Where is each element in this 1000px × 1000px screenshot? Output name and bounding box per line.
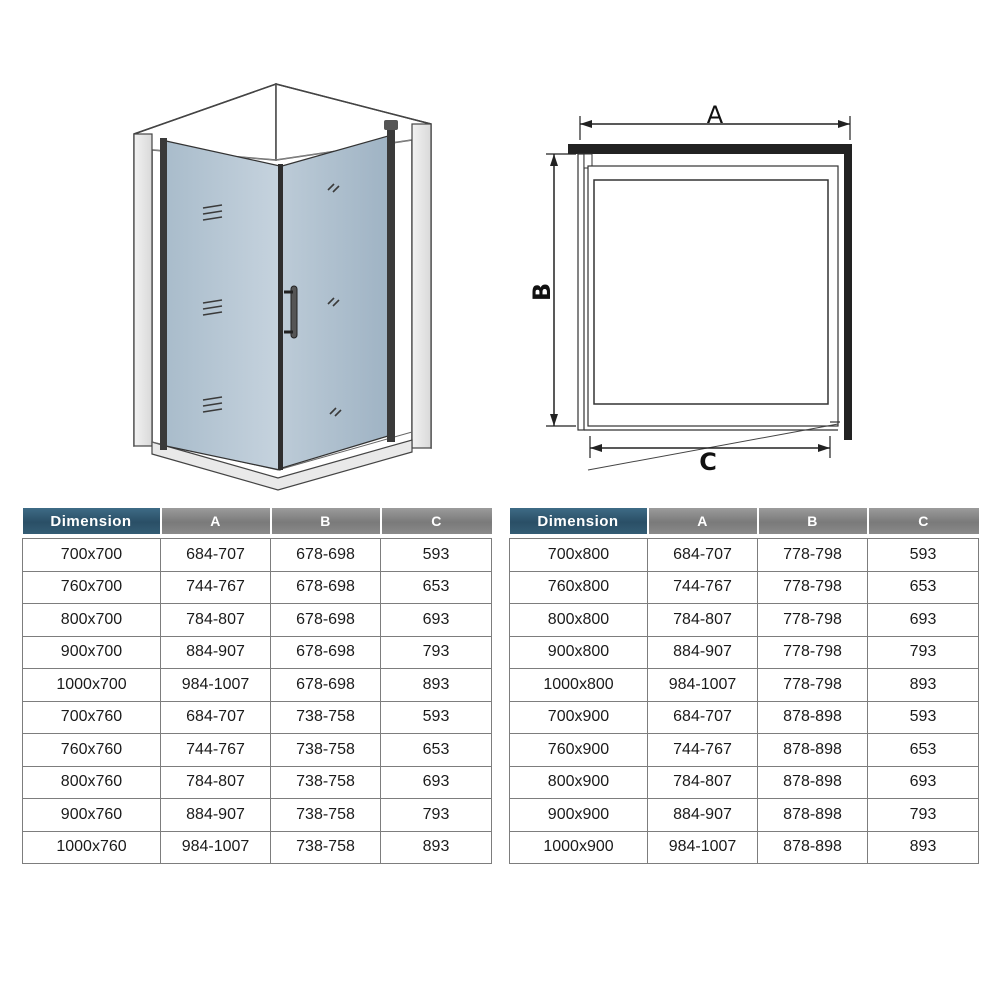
cell-dimension: 1000x900 bbox=[510, 831, 648, 864]
pivot-door-glass bbox=[282, 136, 388, 468]
header-c: C bbox=[381, 508, 492, 534]
cell-b: 778-798 bbox=[758, 604, 868, 637]
cell-a: 684-707 bbox=[161, 539, 271, 572]
cell-dimension: 1000x800 bbox=[510, 669, 648, 702]
cell-b: 778-798 bbox=[758, 669, 868, 702]
cell-c: 693 bbox=[868, 766, 979, 799]
table-row bbox=[23, 636, 492, 669]
cell-dimension: 800x900 bbox=[510, 766, 648, 799]
cell-a: 744-767 bbox=[161, 734, 271, 767]
cell-c: 693 bbox=[381, 604, 492, 637]
cell-a: 884-907 bbox=[161, 799, 271, 832]
cell-dimension: 760x760 bbox=[23, 734, 161, 767]
table-row bbox=[23, 831, 492, 864]
cell-a: 684-707 bbox=[648, 701, 758, 734]
cell-a: 744-767 bbox=[648, 571, 758, 604]
cell-a: 984-1007 bbox=[648, 831, 758, 864]
cell-c: 793 bbox=[381, 636, 492, 669]
cell-b: 738-758 bbox=[271, 766, 381, 799]
table-row bbox=[23, 669, 492, 702]
cell-a: 744-767 bbox=[648, 734, 758, 767]
cell-dimension: 900x760 bbox=[23, 799, 161, 832]
table-row bbox=[510, 571, 979, 604]
cell-c: 593 bbox=[381, 701, 492, 734]
table-row bbox=[510, 539, 979, 572]
table-row bbox=[23, 701, 492, 734]
plan-side-wall bbox=[844, 144, 852, 440]
cell-a: 984-1007 bbox=[161, 669, 271, 702]
cell-c: 593 bbox=[868, 701, 979, 734]
cell-dimension: 800x800 bbox=[510, 604, 648, 637]
cell-c: 653 bbox=[381, 571, 492, 604]
cell-b: 678-698 bbox=[271, 571, 381, 604]
table-row bbox=[510, 799, 979, 832]
enclosure-perspective bbox=[134, 84, 431, 490]
cell-dimension: 800x760 bbox=[23, 766, 161, 799]
cell-dimension: 760x900 bbox=[510, 734, 648, 767]
cell-b: 738-758 bbox=[271, 831, 381, 864]
cell-dimension: 900x700 bbox=[23, 636, 161, 669]
header-dimension: Dimension bbox=[510, 508, 648, 534]
cell-b: 738-758 bbox=[271, 799, 381, 832]
cell-b: 778-798 bbox=[758, 571, 868, 604]
cell-c: 653 bbox=[868, 571, 979, 604]
cell-a: 684-707 bbox=[648, 539, 758, 572]
cell-b: 738-758 bbox=[271, 734, 381, 767]
cell-b: 678-698 bbox=[271, 539, 381, 572]
cell-dimension: 800x700 bbox=[23, 604, 161, 637]
cell-c: 693 bbox=[868, 604, 979, 637]
dimension-c-label: C bbox=[699, 448, 717, 476]
side-glass-panel bbox=[166, 141, 280, 470]
header-b: B bbox=[271, 508, 381, 534]
cell-c: 793 bbox=[381, 799, 492, 832]
cell-dimension: 760x700 bbox=[23, 571, 161, 604]
cell-a: 884-907 bbox=[648, 636, 758, 669]
dimension-b bbox=[528, 154, 576, 426]
dimension-a bbox=[580, 101, 850, 140]
table-row bbox=[510, 734, 979, 767]
table-row bbox=[510, 636, 979, 669]
header-dimension: Dimension bbox=[23, 508, 161, 534]
cell-dimension: 700x900 bbox=[510, 701, 648, 734]
table-row bbox=[510, 604, 979, 637]
cell-c: 693 bbox=[381, 766, 492, 799]
cell-b: 778-798 bbox=[758, 636, 868, 669]
cell-a: 984-1007 bbox=[161, 831, 271, 864]
header-b: B bbox=[758, 508, 868, 534]
cell-a: 784-807 bbox=[648, 766, 758, 799]
cell-dimension: 760x800 bbox=[510, 571, 648, 604]
table-row bbox=[23, 734, 492, 767]
cell-c: 893 bbox=[381, 669, 492, 702]
cell-a: 884-907 bbox=[161, 636, 271, 669]
cell-a: 984-1007 bbox=[648, 669, 758, 702]
table-row bbox=[510, 701, 979, 734]
cell-b: 738-758 bbox=[271, 701, 381, 734]
table-row bbox=[23, 766, 492, 799]
cell-b: 678-698 bbox=[271, 669, 381, 702]
plan-back-wall bbox=[568, 144, 852, 154]
table-header-row bbox=[510, 508, 979, 534]
cell-a: 784-807 bbox=[161, 604, 271, 637]
cell-c: 793 bbox=[868, 799, 979, 832]
dimension-c bbox=[590, 436, 830, 476]
table-row bbox=[510, 669, 979, 702]
table-row bbox=[23, 539, 492, 572]
cell-dimension: 900x900 bbox=[510, 799, 648, 832]
cell-a: 784-807 bbox=[648, 604, 758, 637]
cell-c: 793 bbox=[868, 636, 979, 669]
table-header-row bbox=[23, 508, 492, 534]
cell-dimension: 700x700 bbox=[23, 539, 161, 572]
dimension-table-left bbox=[22, 508, 492, 864]
cell-c: 653 bbox=[868, 734, 979, 767]
cell-b: 878-898 bbox=[758, 831, 868, 864]
table-row bbox=[23, 799, 492, 832]
cell-c: 593 bbox=[381, 539, 492, 572]
cell-dimension: 700x760 bbox=[23, 701, 161, 734]
cell-b: 678-698 bbox=[271, 636, 381, 669]
table-row bbox=[23, 571, 492, 604]
cell-c: 593 bbox=[868, 539, 979, 572]
dimension-a-label: A bbox=[706, 101, 724, 129]
cell-a: 884-907 bbox=[648, 799, 758, 832]
cell-c: 893 bbox=[868, 831, 979, 864]
cell-b: 678-698 bbox=[271, 604, 381, 637]
cell-b: 878-898 bbox=[758, 701, 868, 734]
cell-dimension: 1000x760 bbox=[23, 831, 161, 864]
cell-dimension: 900x800 bbox=[510, 636, 648, 669]
table-row bbox=[510, 831, 979, 864]
cell-dimension: 1000x700 bbox=[23, 669, 161, 702]
table-row bbox=[23, 604, 492, 637]
cell-dimension: 700x800 bbox=[510, 539, 648, 572]
header-c: C bbox=[868, 508, 979, 534]
cell-c: 653 bbox=[381, 734, 492, 767]
cell-b: 878-898 bbox=[758, 799, 868, 832]
cell-a: 784-807 bbox=[161, 766, 271, 799]
cell-b: 778-798 bbox=[758, 539, 868, 572]
cell-c: 893 bbox=[381, 831, 492, 864]
cell-a: 744-767 bbox=[161, 571, 271, 604]
enclosure-plan-view bbox=[528, 101, 852, 476]
header-a: A bbox=[648, 508, 758, 534]
header-a: A bbox=[161, 508, 271, 534]
cell-a: 684-707 bbox=[161, 701, 271, 734]
dimension-table-right bbox=[509, 508, 979, 864]
dimension-b-label: B bbox=[528, 282, 556, 302]
table-row bbox=[510, 766, 979, 799]
cell-b: 878-898 bbox=[758, 766, 868, 799]
cell-b: 878-898 bbox=[758, 734, 868, 767]
cell-c: 893 bbox=[868, 669, 979, 702]
